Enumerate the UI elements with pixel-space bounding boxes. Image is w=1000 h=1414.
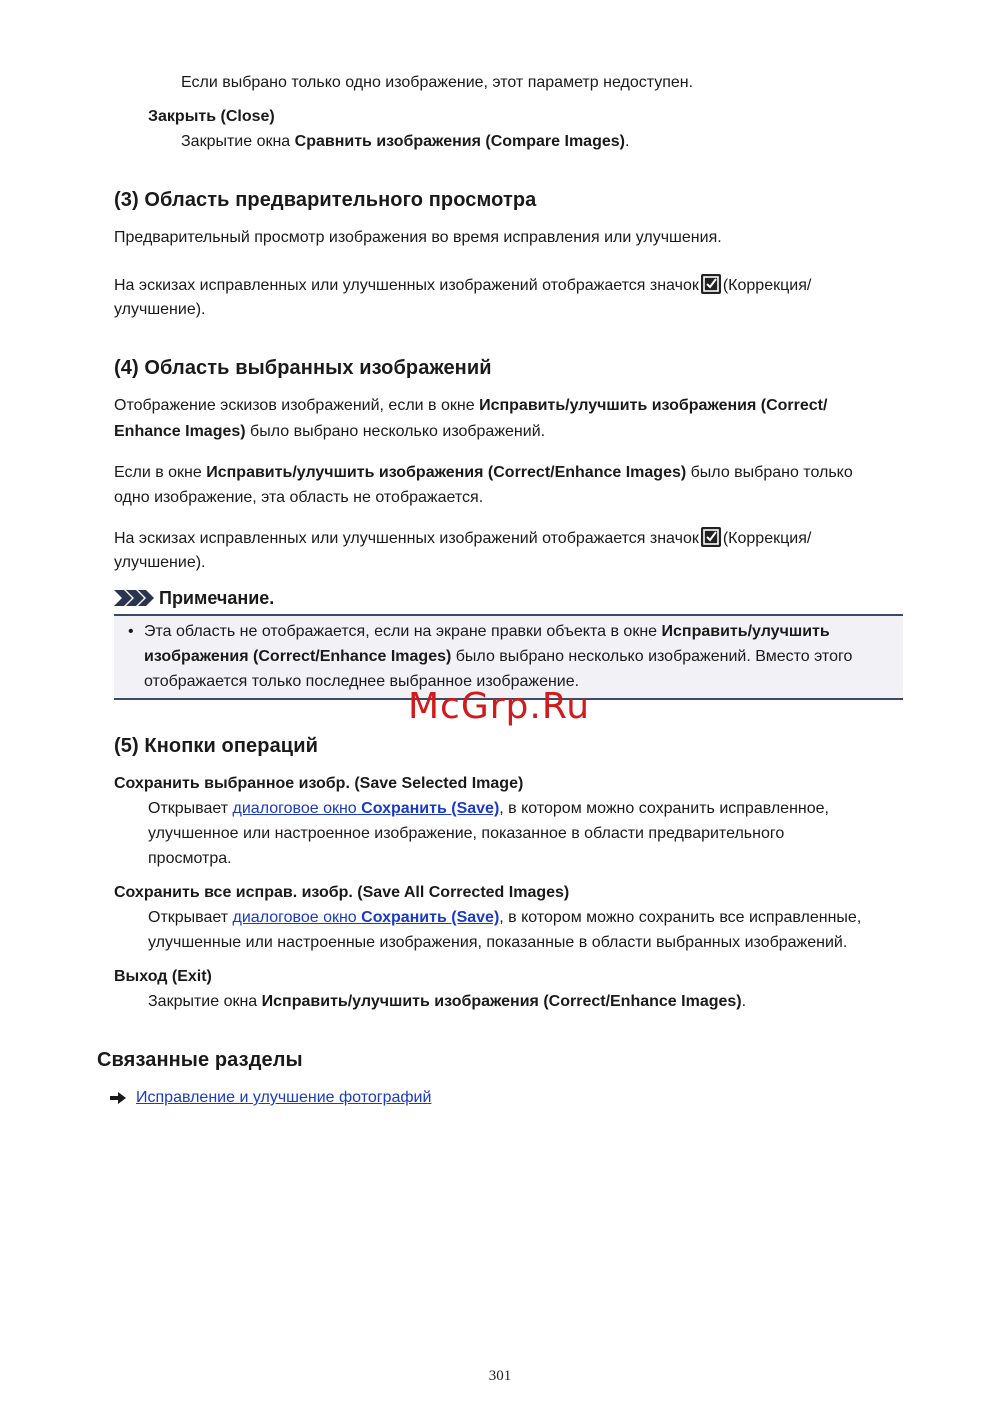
note-line1: Эта область не отображается, если на экране правки объекта в окне Исправить/улучшить	[144, 623, 830, 640]
intro-line: Если выбрано только одно изображение, этот параметр недоступен.	[181, 74, 694, 91]
note-line3: отображается только последнее выбранное изображение.	[144, 673, 580, 690]
section4-paragraph1-line1: Отображение эскизов изображений, если в окне Исправить/улучшить изображения (Correct/	[114, 397, 828, 414]
item1-line2: улучшенное или настроенное изображение, показанное в области предварительного	[148, 825, 785, 842]
section4-paragraph2-line2: одно изображение, эта область не отображается.	[114, 489, 484, 506]
item2-line1: Открывает диалоговое окно Сохранить (Save), в котором можно сохранить все исправленные,	[148, 909, 862, 926]
arrow-right-icon	[110, 1092, 126, 1104]
page-number: 301	[488, 1368, 512, 1384]
section3-paragraph2-line1: На эскизах исправленных или улучшенных изображений отображается значок (Коррекция/	[114, 274, 811, 295]
save-dialog-link[interactable]: диалоговое окно Сохранить (Save)	[232, 800, 500, 817]
section4-paragraph2-line1: Если в окне Исправить/улучшить изображения (Correct/Enhance Images) было выбрано только	[114, 464, 853, 481]
section3-paragraph2-line2: улучшение).	[114, 301, 206, 318]
save-dialog-link[interactable]: диалоговое окно Сохранить (Save)	[232, 909, 500, 926]
section4-heading: (4) Область выбранных изображений	[114, 357, 492, 379]
section3-paragraph1: Предварительный просмотр изображения во время исправления или улучшения.	[114, 229, 722, 246]
note-arrows-icon	[114, 590, 156, 606]
section4-paragraph3-line2: улучшение).	[114, 554, 206, 571]
note-title: Примечание.	[159, 588, 275, 608]
close-title: Закрыть (Close)	[148, 108, 275, 125]
close-description: Закрытие окна Сравнить изображения (Compare Images).	[181, 133, 630, 150]
item1-line1: Открывает диалоговое окно Сохранить (Save), в котором можно сохранить исправленное,	[148, 800, 829, 817]
item3-title: Выход (Exit)	[114, 968, 212, 985]
watermark: McGrp.Ru	[408, 686, 591, 727]
item1-title: Сохранить выбранное изобр. (Save Selected Image)	[114, 775, 524, 792]
correction-icon	[701, 274, 721, 294]
related-heading: Связанные разделы	[97, 1049, 303, 1071]
section5-heading: (5) Кнопки операций	[114, 735, 318, 757]
note-bullet: •	[128, 623, 134, 640]
correction-icon	[701, 527, 721, 547]
item1-line3: просмотра.	[148, 850, 232, 867]
note-line2: изображения (Correct/Enhance Images) было выбрано несколько изображений. Вместо этого	[144, 648, 853, 665]
item2-line2: улучшенные или настроенные изображения, показанные в области выбранных изображений.	[148, 934, 848, 951]
item3-line1: Закрытие окна Исправить/улучшить изображения (Correct/Enhance Images).	[148, 993, 747, 1010]
section3-heading: (3) Область предварительного просмотра	[114, 189, 537, 211]
section4-paragraph3-line1: На эскизах исправленных или улучшенных изображений отображается значок (Коррекция/	[114, 527, 811, 548]
section4-paragraph1-line2: Enhance Images) было выбрано несколько изображений.	[114, 423, 546, 440]
related-link-photo-correction[interactable]: Исправление и улучшение фотографий	[136, 1089, 432, 1106]
item2-title: Сохранить все исправ. изобр. (Save All Corrected Images)	[114, 884, 570, 901]
